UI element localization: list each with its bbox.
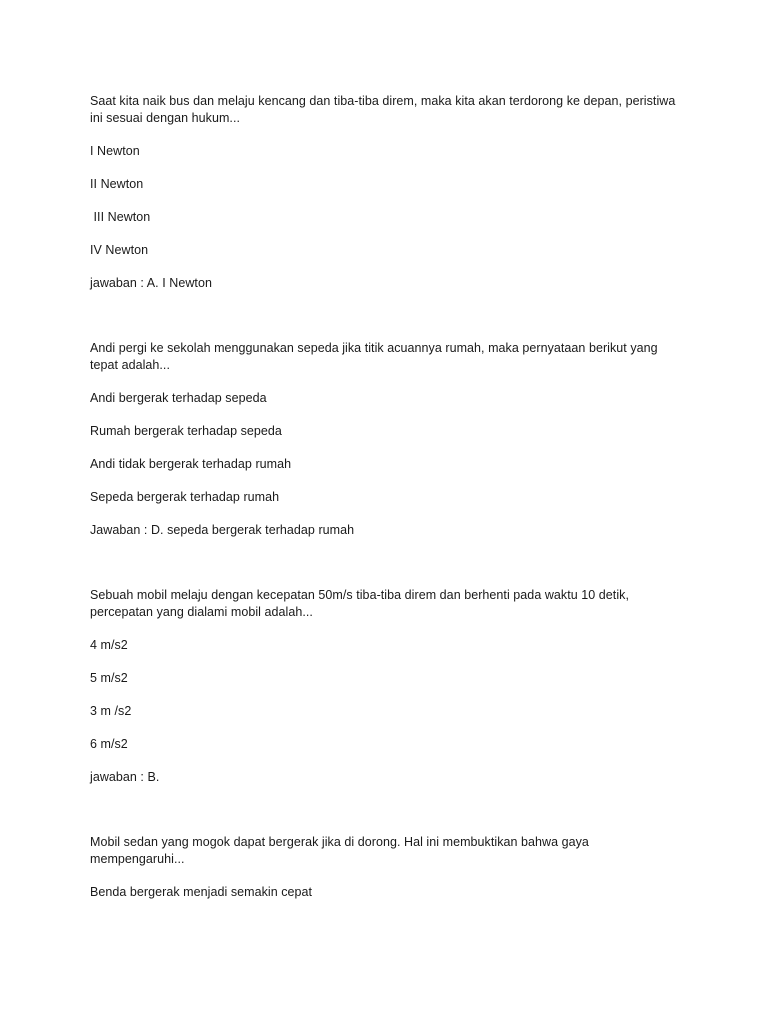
answer-option: Benda bergerak menjadi semakin cepat — [90, 885, 313, 899]
answer-option: 3 m /s2 — [90, 704, 132, 718]
answer-option: 4 m/s2 — [90, 638, 128, 652]
question-line: Saat kita naik bus dan melaju kencang dan tiba-tiba direm, maka kita akan terdorong ke depan, peristiwa — [90, 94, 676, 108]
answer-option: IV Newton — [90, 243, 149, 257]
answer-option: II Newton — [90, 177, 144, 191]
answer-key: jawaban : B. — [90, 770, 160, 784]
question-block-1 — [90, 93, 700, 292]
answer-option: III Newton — [90, 210, 151, 224]
question-text — [90, 587, 700, 621]
question-block-4 — [90, 834, 700, 901]
answer-option: Andi bergerak terhadap sepeda — [90, 391, 267, 405]
question-text — [90, 93, 700, 127]
answer-option: Andi tidak bergerak terhadap rumah — [90, 457, 292, 471]
question-line: Sebuah mobil melaju dengan kecepatan 50m/s tiba-tiba direm dan berhenti pada waktu 10 detik, — [90, 588, 629, 602]
question-block-2 — [90, 340, 700, 539]
answer-option: 6 m/s2 — [90, 737, 128, 751]
answer-option: I Newton — [90, 144, 140, 158]
answer-key: jawaban : A. I Newton — [90, 276, 212, 290]
question-line: Mobil sedan yang mogok dapat bergerak jika di dorong. Hal ini membuktikan bahwa gaya — [90, 835, 589, 849]
answer-option: Rumah bergerak terhadap sepeda — [90, 424, 282, 438]
question-text — [90, 340, 700, 374]
question-line: mempengaruhi... — [90, 852, 185, 866]
question-line: ini sesuai dengan hukum... — [90, 111, 241, 125]
answer-option: 5 m/s2 — [90, 671, 128, 685]
question-text — [90, 834, 700, 868]
document-content — [90, 93, 700, 901]
question-line: percepatan yang dialami mobil adalah... — [90, 605, 313, 619]
question-line: Andi pergi ke sekolah menggunakan sepeda jika titik acuannya rumah, maka pernyataan berikut yang — [90, 341, 658, 355]
answer-option: Sepeda bergerak terhadap rumah — [90, 490, 280, 504]
answer-key: Jawaban : D. sepeda bergerak terhadap rumah — [90, 523, 355, 537]
question-line: tepat adalah... — [90, 358, 170, 372]
question-block-3 — [90, 587, 700, 786]
